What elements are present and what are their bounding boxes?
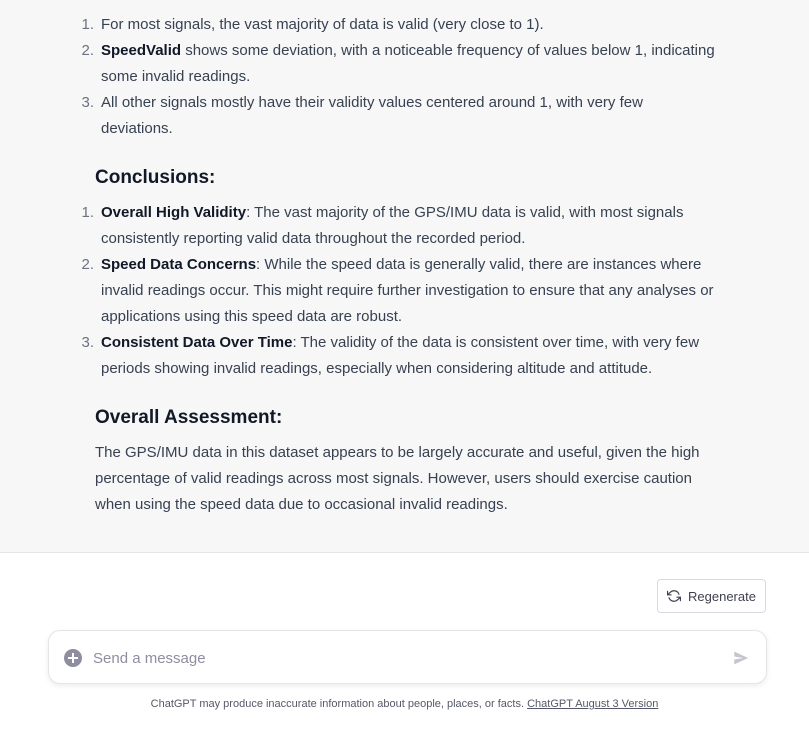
message-composer bbox=[48, 630, 767, 684]
list-number: 1. bbox=[81, 204, 94, 221]
list-item-bold: Consistent Data Over Time bbox=[101, 334, 293, 351]
disclaimer-footer bbox=[0, 697, 809, 711]
list-item-text: : While the speed data is generally valid, there are instances where invalid readings occur. This might require further investigation to ensure that any analyses or applications using this speed data are robust. bbox=[101, 256, 714, 325]
conclusions-heading: Conclusions: bbox=[95, 167, 216, 188]
regenerate-button[interactable] bbox=[657, 579, 766, 613]
list-item-bold: SpeedValid bbox=[101, 42, 182, 59]
assessment-paragraph: The GPS/IMU data in this dataset appears to be largely accurate and useful, given the high percentage of valid readings across most signals. However, users should exercise caution when using the speed data due to occasional invalid readings. bbox=[95, 444, 700, 513]
list-item-text: : The validity of the data is consistent over time, with very few periods showing invalid readings, especially when considering altitude and attitude. bbox=[101, 334, 700, 377]
refresh-icon bbox=[667, 589, 681, 603]
list-item-bold: Speed Data Concerns bbox=[101, 256, 257, 273]
list-item bbox=[81, 12, 715, 38]
list-number: 3. bbox=[81, 94, 94, 111]
conclusions-list bbox=[81, 200, 715, 382]
version-link[interactable]: ChatGPT August 3 Version bbox=[527, 698, 659, 710]
list-item-text: : The vast majority of the GPS/IMU data is valid, with most signals consistently reporting valid data throughout the recorded period. bbox=[101, 204, 684, 247]
send-icon[interactable] bbox=[732, 649, 750, 667]
list-item bbox=[81, 330, 715, 382]
list-number: 2. bbox=[81, 42, 94, 59]
disclaimer-text: ChatGPT may produce inaccurate information about people, places, or facts. bbox=[150, 698, 528, 710]
list-item-bold: Overall High Validity bbox=[101, 204, 247, 221]
list-item-text: shows some deviation, with a noticeable frequency of values below 1, indicating some invalid readings. bbox=[101, 42, 715, 85]
list-number: 1. bbox=[81, 16, 94, 33]
list-number: 2. bbox=[81, 256, 94, 273]
list-item bbox=[81, 90, 715, 142]
list-item bbox=[81, 38, 715, 90]
list-number: 3. bbox=[81, 334, 94, 351]
observations-list bbox=[81, 12, 715, 142]
regenerate-label: Regenerate bbox=[688, 588, 756, 604]
list-item bbox=[81, 252, 715, 330]
list-item bbox=[81, 200, 715, 252]
list-item-text: All other signals mostly have their validity values centered around 1, with very few deviations. bbox=[101, 94, 643, 137]
message-input[interactable] bbox=[91, 644, 715, 672]
list-item-text: For most signals, the vast majority of data is valid (very close to 1). bbox=[101, 16, 544, 33]
assessment-heading: Overall Assessment: bbox=[95, 407, 283, 428]
plus-circle-icon[interactable] bbox=[64, 649, 82, 667]
